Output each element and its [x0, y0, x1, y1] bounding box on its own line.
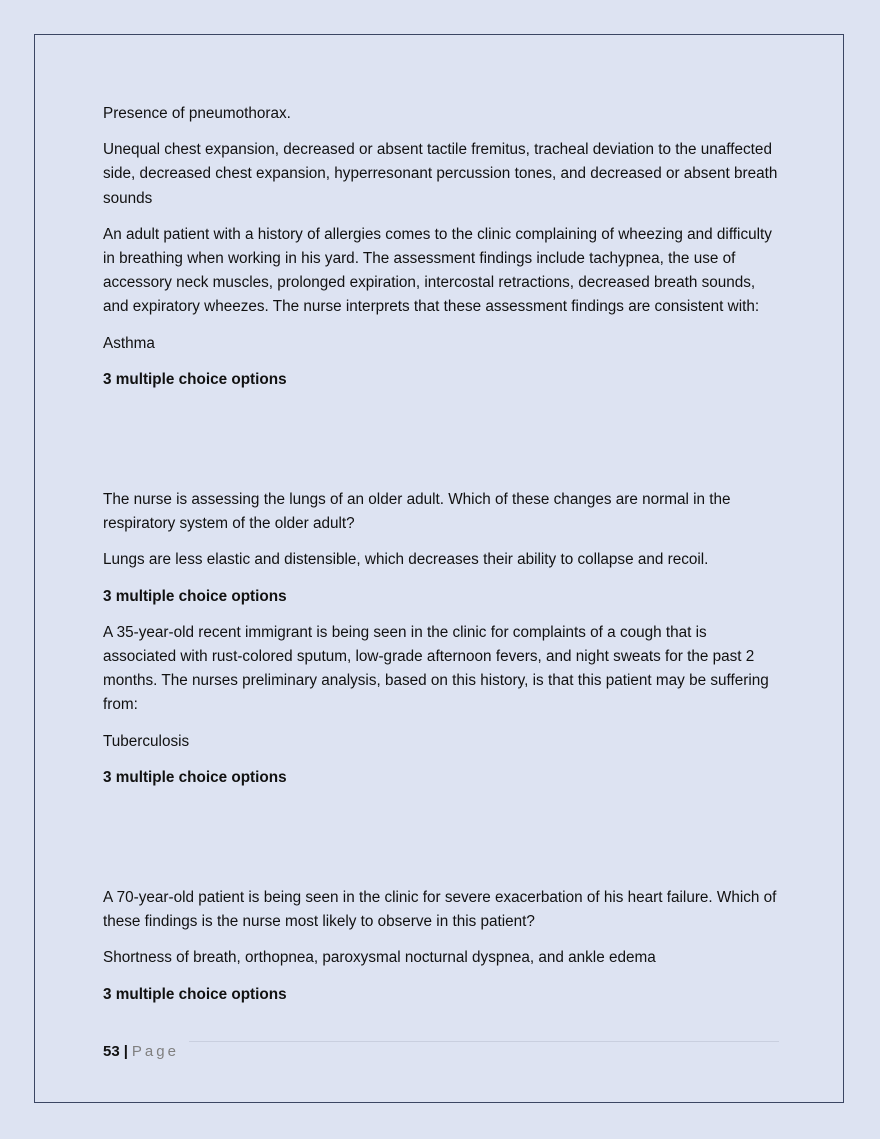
- spacer: [103, 404, 783, 488]
- footer-divider: [189, 1041, 779, 1042]
- answer-text: Asthma: [103, 334, 155, 352]
- choice-options-label: 3 multiple choice options: [103, 985, 287, 1003]
- question-text: An adult patient with a history of allergies comes to the clinic complaining of wheezing and difficulty in breathing when working in his yard. The assessment findings include tachypnea, the use of accessory neck muscles, prolonged expiration, intercostal retractions, decreased breath sounds, and expiratory wheezes. The nurse interprets that these assessment findings are consistent with:: [103, 225, 772, 316]
- answer-text: Lungs are less elastic and distensible, which decreases their ability to collapse and recoil.: [103, 551, 709, 569]
- choice-options-label: 3 multiple choice options: [103, 768, 287, 786]
- footer-separator: |: [123, 1043, 128, 1060]
- document-body: [103, 102, 783, 1019]
- choice-options-label: 3 multiple choice options: [103, 587, 287, 605]
- page-footer: [103, 1043, 779, 1060]
- answer-text: Tuberculosis: [103, 732, 190, 750]
- choice-options-label: 3 multiple choice options: [103, 370, 287, 388]
- answer-text: Unequal chest expansion, decreased or absent tactile fremitus, tracheal deviation to the unaffected side, decreased chest expansion, hyperresonant percussion tones, and decreased or absent breath sounds: [103, 141, 778, 207]
- question-text: A 70-year-old patient is being seen in the clinic for severe exacerbation of his heart failure. Which of these findings is the nurse most likely to observe in this patient?: [103, 889, 777, 931]
- page-number: 53: [103, 1043, 120, 1060]
- question-text: A 35-year-old recent immigrant is being seen in the clinic for complaints of a cough that is associated with rust-colored sputum, low-grade afternoon fevers, and night sweats for the past 2 months. The nurses preliminary analysis, based on this history, is that this patient may be suffering from:: [103, 623, 769, 714]
- page-label: Page: [131, 1043, 179, 1060]
- answer-text: Presence of pneumothorax.: [103, 105, 291, 122]
- answer-text: Shortness of breath, orthopnea, paroxysmal nocturnal dyspnea, and ankle edema: [103, 949, 656, 967]
- spacer: [103, 802, 783, 886]
- question-text: The nurse is assessing the lungs of an older adult. Which of these changes are normal in the respiratory system of the older adult?: [103, 491, 731, 533]
